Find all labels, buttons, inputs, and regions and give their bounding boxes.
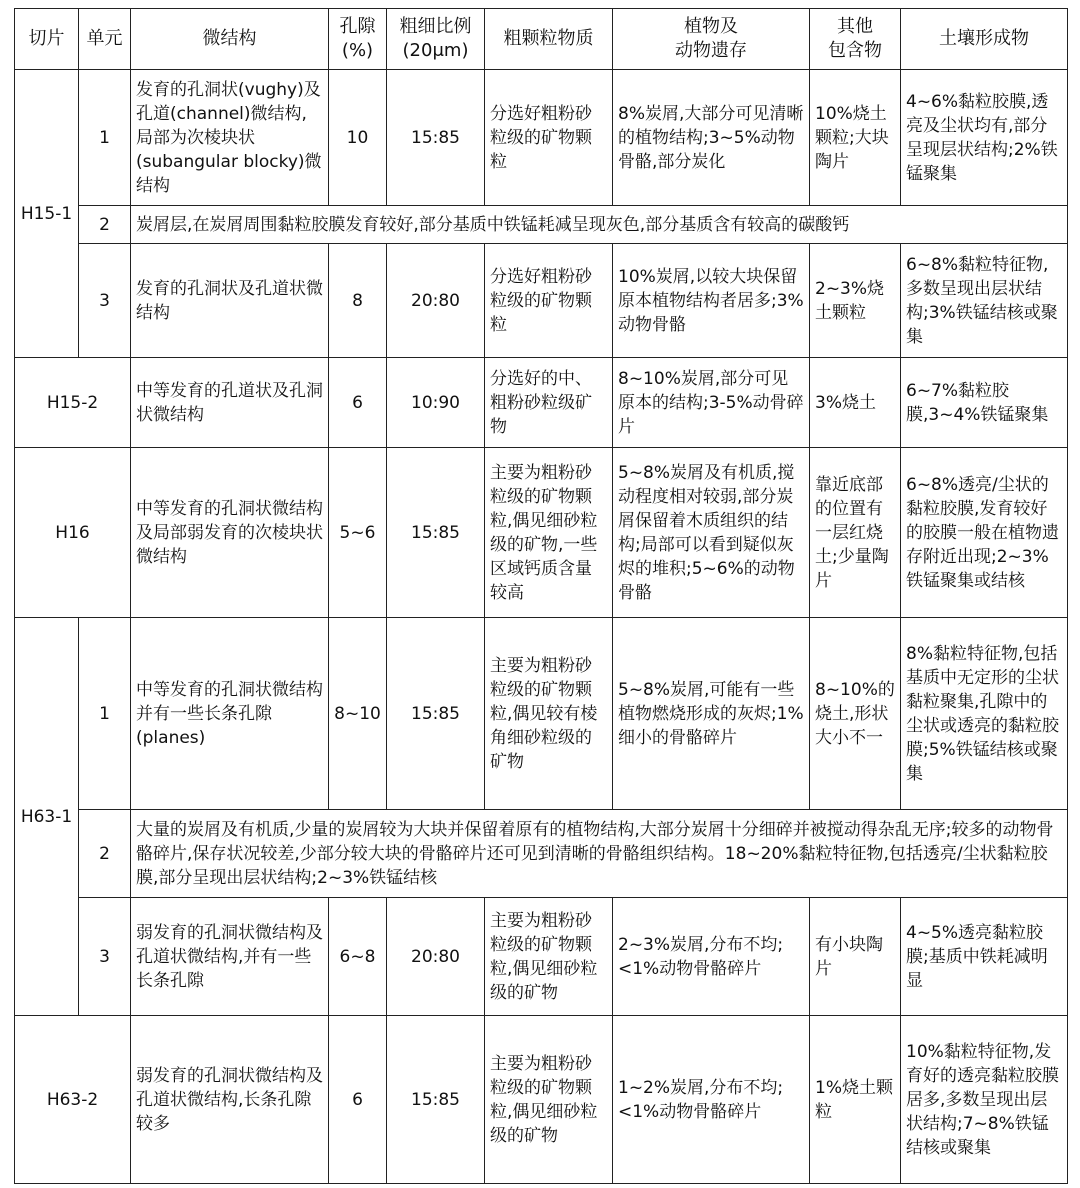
table-row bbox=[15, 206, 1068, 244]
ratio-cell: 20:80 bbox=[387, 898, 485, 1016]
header-coarse-fine-ratio bbox=[387, 9, 485, 70]
plant-animal-cell: 8~10%炭屑,部分可见原本的结构;3-5%动骨碎片 bbox=[613, 358, 810, 448]
ratio-cell: 15:85 bbox=[387, 1016, 485, 1184]
table-row bbox=[15, 244, 1068, 358]
other-inclusions-cell: 靠近底部的位置有一层红烧土;少量陶片 bbox=[810, 448, 901, 618]
microstructure-cell: 发育的孔洞状(vughy)及孔道(channel)微结构,局部为次棱块状(subangular blocky)微结构 bbox=[131, 70, 329, 206]
header-slide: 切片 bbox=[15, 9, 79, 70]
plant-animal-cell: 10%炭屑,以较大块保留原本植物结构者居多;3%动物骨骼 bbox=[613, 244, 810, 358]
ratio-cell: 15:85 bbox=[387, 70, 485, 206]
other-inclusions-cell: 3%烧土 bbox=[810, 358, 901, 448]
header-other-line2: 包含物 bbox=[828, 40, 882, 61]
header-pedofeatures: 土壤形成物 bbox=[901, 9, 1068, 70]
coarse-material-cell: 分选好粗粉砂粒级的矿物颗粒 bbox=[485, 244, 613, 358]
microstructure-cell: 弱发育的孔洞状微结构及孔道状微结构,长条孔隙较多 bbox=[131, 1016, 329, 1184]
unit-cell: 2 bbox=[79, 206, 131, 244]
table-row bbox=[15, 70, 1068, 206]
unit-description-cell: 大量的炭屑及有机质,少量的炭屑较为大块并保留着原有的植物结构,大部分炭屑十分细碎并被搅动得杂乱无序;较多的动物骨骼碎片,保存状况较差,少部分较大块的骨骼碎片还可见到清晰的骨骼组织结构。18~20%黏粒特征物,包括透亮/尘状黏粒胶膜,部分呈现出层状结构;2~3%铁锰结核 bbox=[131, 810, 1068, 898]
table-row bbox=[15, 618, 1068, 810]
plant-animal-cell: 5~8%炭屑,可能有一些植物燃烧形成的灰烬;1%细小的骨骼碎片 bbox=[613, 618, 810, 810]
ratio-cell: 15:85 bbox=[387, 618, 485, 810]
microstructure-cell: 中等发育的孔道状及孔洞状微结构 bbox=[131, 358, 329, 448]
slide-cell: H15-1 bbox=[15, 70, 79, 358]
unit-cell: 1 bbox=[79, 618, 131, 810]
unit-cell: 1 bbox=[79, 70, 131, 206]
ratio-cell: 10:90 bbox=[387, 358, 485, 448]
table-header-row bbox=[15, 9, 1068, 70]
coarse-material-cell: 分选好粗粉砂粒级的矿物颗粒 bbox=[485, 70, 613, 206]
pedofeatures-cell: 4~5%透亮黏粒胶膜;基质中铁耗减明显 bbox=[901, 898, 1068, 1016]
porosity-cell: 6 bbox=[329, 1016, 387, 1184]
microstructure-cell: 弱发育的孔洞状微结构及孔道状微结构,并有一些长条孔隙 bbox=[131, 898, 329, 1016]
header-other-line1: 其他 bbox=[837, 16, 873, 37]
header-microstructure: 微结构 bbox=[131, 9, 329, 70]
plant-animal-cell: 8%炭屑,大部分可见清晰的植物结构;3~5%动物骨骼,部分炭化 bbox=[613, 70, 810, 206]
coarse-material-cell: 分选好的中、粗粉砂粒级矿物 bbox=[485, 358, 613, 448]
slide-cell: H63-2 bbox=[15, 1016, 131, 1184]
other-inclusions-cell: 2~3%烧土颗粒 bbox=[810, 244, 901, 358]
porosity-cell: 6 bbox=[329, 358, 387, 448]
micromorphology-table bbox=[14, 8, 1068, 1184]
other-inclusions-cell: 1%烧土颗粒 bbox=[810, 1016, 901, 1184]
header-plant-line1: 植物及 bbox=[684, 16, 738, 37]
plant-animal-cell: 1~2%炭屑,分布不均;<1%动物骨骼碎片 bbox=[613, 1016, 810, 1184]
plant-animal-cell: 5~8%炭屑及有机质,搅动程度相对较弱,部分炭屑保留着木质组织的结构;局部可以看到疑似灰烬的堆积;5~6%的动物骨骼 bbox=[613, 448, 810, 618]
plant-animal-cell: 2~3%炭屑,分布不均;<1%动物骨骼碎片 bbox=[613, 898, 810, 1016]
header-coarse-material: 粗颗粒物质 bbox=[485, 9, 613, 70]
table-row bbox=[15, 1016, 1068, 1184]
porosity-cell: 6~8 bbox=[329, 898, 387, 1016]
table-row bbox=[15, 810, 1068, 898]
porosity-cell: 8 bbox=[329, 244, 387, 358]
slide-cell: H15-2 bbox=[15, 358, 131, 448]
header-unit: 单元 bbox=[79, 9, 131, 70]
porosity-cell: 8~10 bbox=[329, 618, 387, 810]
porosity-cell: 10 bbox=[329, 70, 387, 206]
header-plant-animal-remains bbox=[613, 9, 810, 70]
pedofeatures-cell: 6~7%黏粒胶膜,3~4%铁锰聚集 bbox=[901, 358, 1068, 448]
pedofeatures-cell: 10%黏粒特征物,发育好的透亮黏粒胶膜居多,多数呈现出层状结构;7~8%铁锰结核或聚集 bbox=[901, 1016, 1068, 1184]
other-inclusions-cell: 有小块陶片 bbox=[810, 898, 901, 1016]
header-plant-line2: 动物遗存 bbox=[675, 40, 747, 61]
ratio-cell: 15:85 bbox=[387, 448, 485, 618]
coarse-material-cell: 主要为粗粉砂粒级的矿物颗粒,偶见细砂粒级的矿物 bbox=[485, 898, 613, 1016]
slide-cell: H16 bbox=[15, 448, 131, 618]
header-ratio-line1: 粗细比例 bbox=[399, 16, 472, 37]
ratio-cell: 20:80 bbox=[387, 244, 485, 358]
other-inclusions-cell: 10%烧土颗粒;大块陶片 bbox=[810, 70, 901, 206]
coarse-material-cell: 主要为粗粉砂粒级的矿物颗粒,偶见较有棱角细砂粒级的矿物 bbox=[485, 618, 613, 810]
header-porosity-line2: (%) bbox=[341, 40, 374, 61]
microstructure-cell: 发育的孔洞状及孔道状微结构 bbox=[131, 244, 329, 358]
pedofeatures-cell: 6~8%黏粒特征物,多数呈现出层状结构;3%铁锰结核或聚集 bbox=[901, 244, 1068, 358]
microstructure-cell: 中等发育的孔洞状微结构并有一些长条孔隙(planes) bbox=[131, 618, 329, 810]
slide-cell: H63-1 bbox=[15, 618, 79, 1016]
table-row bbox=[15, 448, 1068, 618]
coarse-material-cell: 主要为粗粉砂粒级的矿物颗粒,偶见细砂粒级的矿物 bbox=[485, 1016, 613, 1184]
table-row bbox=[15, 898, 1068, 1016]
microstructure-cell: 中等发育的孔洞状微结构及局部弱发育的次棱块状微结构 bbox=[131, 448, 329, 618]
header-other-inclusions bbox=[810, 9, 901, 70]
unit-description-cell: 炭屑层,在炭屑周围黏粒胶膜发育较好,部分基质中铁锰耗减呈现灰色,部分基质含有较高的碳酸钙 bbox=[131, 206, 1068, 244]
pedofeatures-cell: 6~8%透亮/尘状的黏粒胶膜,发育较好的胶膜一般在植物遗存附近出现;2~3%铁锰聚集或结核 bbox=[901, 448, 1068, 618]
pedofeatures-cell: 4~6%黏粒胶膜,透亮及尘状均有,部分呈现层状结构;2%铁锰聚集 bbox=[901, 70, 1068, 206]
header-porosity-line1: 孔隙 bbox=[339, 16, 376, 37]
coarse-material-cell: 主要为粗粉砂粒级的矿物颗粒,偶见细砂粒级的矿物,一些区域钙质含量较高 bbox=[485, 448, 613, 618]
header-porosity bbox=[329, 9, 387, 70]
pedofeatures-cell: 8%黏粒特征物,包括基质中无定形的尘状黏粒聚集,孔隙中的尘状或透亮的黏粒胶膜;5%铁锰结核或聚集 bbox=[901, 618, 1068, 810]
unit-cell: 3 bbox=[79, 244, 131, 358]
unit-cell: 2 bbox=[79, 810, 131, 898]
porosity-cell: 5~6 bbox=[329, 448, 387, 618]
header-ratio-line2: (20μm) bbox=[402, 40, 469, 61]
other-inclusions-cell: 8~10%的烧土,形状大小不一 bbox=[810, 618, 901, 810]
table-row bbox=[15, 358, 1068, 448]
unit-cell: 3 bbox=[79, 898, 131, 1016]
